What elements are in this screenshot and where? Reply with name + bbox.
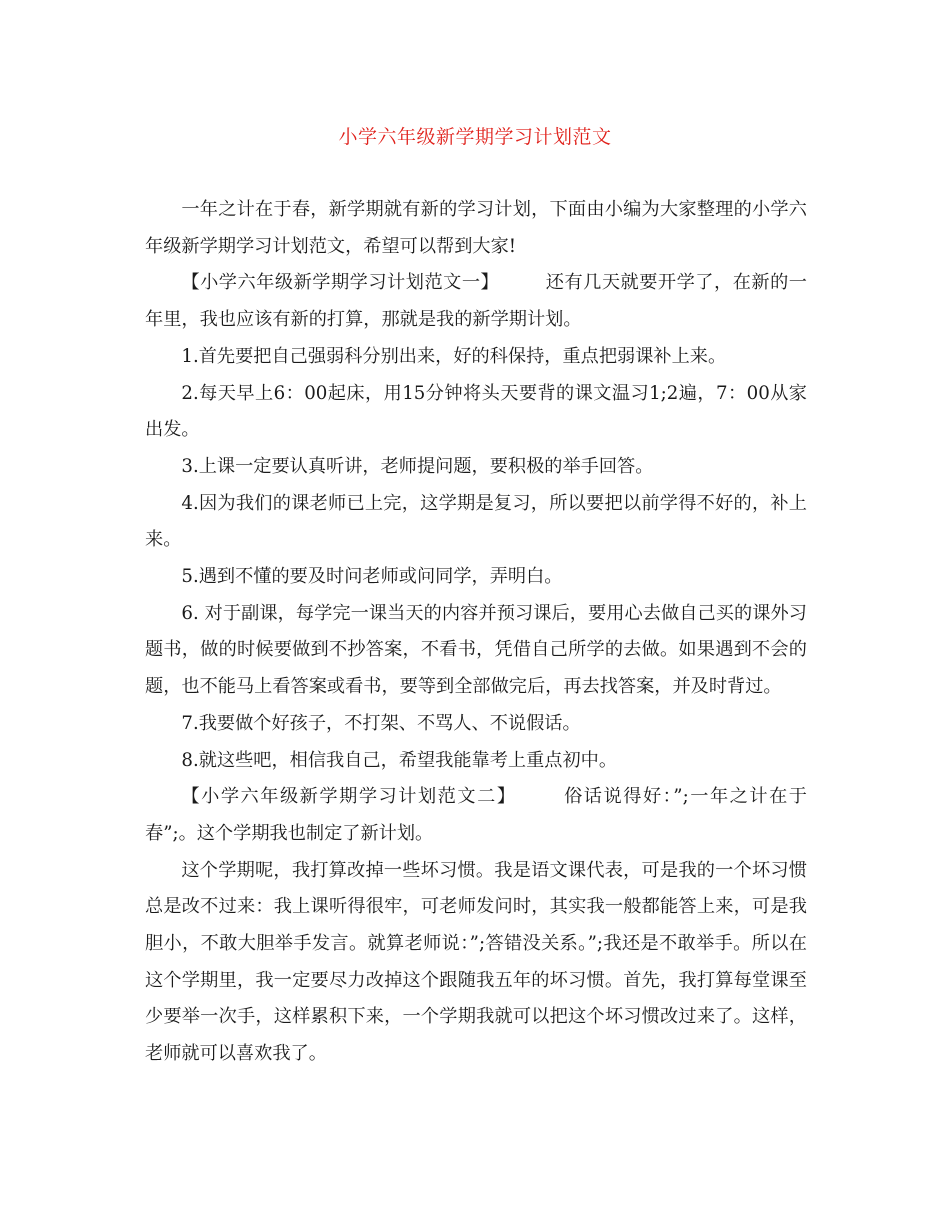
section1-lead: 还有几天就要开学了，在新的一年里，我也应该有新的打算，那就是我的新学期计划。 [145, 272, 807, 331]
intro-paragraph: 一年之计在于春，新学期就有新的学习计划，下面由小编为大家整理的小学六年级新学期学习计划范文，希望可以帮到大家! [145, 199, 807, 257]
section1-item-8: 8.就这些吧，相信我自己，希望我能靠考上重点初中。 [181, 749, 618, 771]
section1-item-6: 6. 对于副课，每学完一课当天的内容并预习课后，要用心去做自己买的课外习题书，做的时候要做到不抄答案，不看书，凭借自己所学的去做。如果遇到不会的题，也不能马上看答案或看书，要等到全部做完后，再去找答案，并及时背过。 [145, 602, 807, 698]
section1-heading: 【小学六年级新学期学习计划范文一】 [181, 272, 500, 294]
section1-item-5: 5.遇到不懂的要及时问老师或问同学，弄明白。 [181, 566, 563, 588]
section1-item-7: 7.我要做个好孩子，不打架、不骂人、不说假话。 [181, 712, 581, 734]
section1-item-4: 4.因为我们的课老师已上完，这学期是复习，所以要把以前学得不好的，补上来。 [145, 492, 807, 551]
section1-item-3: 3.上课一定要认真听讲，老师提问题，要积极的举手回答。 [181, 455, 654, 477]
section1-item-2: 2.每天早上6：00起床，用15分钟将头天要背的课文温习1;2遍，7：00从家出发。 [145, 382, 807, 441]
section2-lead-paragraph [145, 779, 807, 852]
section2-heading: 【小学六年级新学期学习计划范文二】 [181, 786, 517, 808]
section2-paragraph: 这个学期呢，我打算改掉一些坏习惯。我是语文课代表，可是我的一个坏习惯总是改不过来：我上课听得很牢，可老师发问时，其实我一般都能答上来，可是我胆小，不敢大胆举手发言。就算老师说：”;答错没关系。”;我还是不敢举手。所以在这个学期里，我一定要尽力改掉这个跟随我五年的坏习惯。首先，我打算每堂课至少要举一次手，这样累积下来，一个学期我就可以把这个坏习惯改过来了。这样，老师就可以喜欢我了。 [145, 859, 807, 1065]
document-body [145, 192, 807, 1073]
document-title: 小学六年级新学期学习计划范文 [338, 126, 612, 148]
section1-lead-paragraph [145, 265, 807, 338]
section1-item-1: 1.首先要把自己强弱科分别出来，好的科保持，重点把弱课补上来。 [181, 345, 727, 367]
section2-lead: 俗话说得好：”;一年之计在于春”;。这个学期我也制定了新计划。 [145, 786, 807, 844]
